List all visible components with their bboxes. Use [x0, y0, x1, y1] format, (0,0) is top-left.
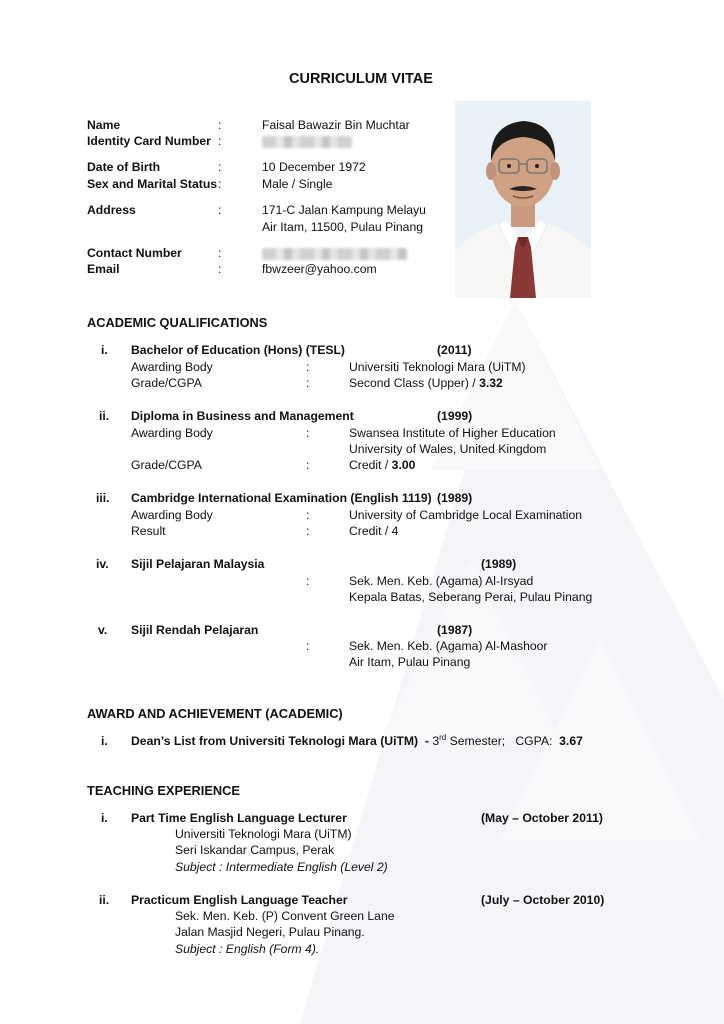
sex-marital-colon: :	[218, 177, 222, 191]
employer-name: Sek. Men. Keb. (P) Convent Green Lane	[175, 909, 395, 923]
school-location: Air Itam, Pulau Pinang	[349, 655, 471, 669]
dob-colon: :	[218, 160, 222, 174]
sex-marital-label: Sex and Marital Status	[87, 177, 218, 191]
qualification-year: (1989)	[437, 491, 473, 505]
awards-heading: AWARD AND ACHIEVEMENT (ACADEMIC)	[87, 706, 343, 721]
colon: :	[306, 360, 310, 374]
qualification-year: (2011)	[437, 343, 472, 357]
experience-title: Practicum English Language Teacher	[131, 893, 348, 907]
name-colon: :	[218, 118, 222, 132]
qualification-number: iv.	[96, 557, 109, 571]
result-label: Result	[131, 524, 166, 538]
academic-heading: ACADEMIC QUALIFICATIONS	[87, 315, 268, 330]
awarding-body-value: Universiti Teknologi Mara (UiTM)	[349, 360, 526, 374]
sex-marital-value: Male / Single	[262, 177, 333, 191]
redacted-contact-number	[262, 248, 408, 260]
awarding-body-label: Awarding Body	[131, 508, 213, 522]
redacted-ic-number	[262, 136, 352, 148]
qualification-number: i.	[101, 343, 108, 357]
qualification-year: (1999)	[437, 409, 473, 423]
contact-label: Contact Number	[87, 246, 182, 260]
subject-taught: Subject : English (Form 4).	[175, 942, 320, 956]
awarding-body-label: Awarding Body	[131, 426, 213, 440]
grade-value: Second Class (Upper) / 3.32	[349, 376, 503, 390]
qualification-title: Bachelor of Education (Hons) (TESL)	[131, 343, 345, 357]
qualification-title: Sijil Rendah Pelajaran	[131, 623, 259, 637]
email-value: fbwzeer@yahoo.com	[262, 262, 377, 276]
experience-number: i.	[101, 811, 108, 825]
awarding-body-value-line-2: University of Wales, United Kingdom	[349, 442, 547, 456]
grade-label: Grade/CGPA	[131, 376, 202, 390]
colon: :	[306, 574, 310, 588]
awarding-body-label: Awarding Body	[131, 360, 213, 374]
employer-location: Jalan Masjid Negeri, Pulau Pinang.	[175, 925, 365, 939]
employer-location: Seri Iskandar Campus, Perak	[175, 843, 335, 857]
ic-colon: :	[218, 134, 222, 148]
qualification-title: Sijil Pelajaran Malaysia	[131, 557, 265, 571]
awarding-body-value: Swansea Institute of Higher Education	[349, 426, 556, 440]
colon: :	[306, 426, 310, 440]
result-value: Credit / 4	[349, 524, 399, 538]
colon: :	[306, 376, 310, 390]
school-name: Sek. Men. Keb. (Agama) Al-Irsyad	[349, 574, 534, 588]
subject-taught: Subject : Intermediate English (Level 2)	[175, 860, 388, 874]
colon: :	[306, 458, 310, 472]
school-name: Sek. Men. Keb. (Agama) Al-Mashoor	[349, 639, 548, 653]
qualification-year: (1989)	[481, 557, 517, 571]
email-colon: :	[218, 262, 222, 276]
qualification-year: (1987)	[437, 623, 473, 637]
experience-period: (May – October 2011)	[481, 811, 603, 825]
address-line-2: Air Itam, 11500, Pulau Pinang	[262, 220, 424, 234]
award-number: i.	[101, 734, 108, 748]
qualification-title: Diploma in Business and Management	[131, 409, 354, 423]
qualification-number: ii.	[99, 409, 110, 423]
qualification-number: iii.	[96, 491, 110, 505]
contact-colon: :	[218, 246, 222, 260]
experience-title: Part Time English Language Lecturer	[131, 811, 347, 825]
dob-value: 10 December 1972	[262, 160, 366, 174]
school-location: Kepala Batas, Seberang Perai, Pulau Pinang	[349, 590, 593, 604]
colon: :	[306, 508, 310, 522]
employer-name: Universiti Teknologi Mara (UiTM)	[175, 827, 352, 841]
colon: :	[306, 524, 310, 538]
address-line-1: 171-C Jalan Kampung Melayu	[262, 203, 426, 217]
qualification-title: Cambridge International Examination (English 1119)	[131, 491, 432, 505]
address-colon: :	[218, 203, 222, 217]
email-label: Email	[87, 262, 120, 276]
ic-label: Identity Card Number	[87, 134, 211, 148]
page-title: CURRICULUM VITAE	[289, 71, 433, 87]
teaching-heading: TEACHING EXPERIENCE	[87, 783, 240, 798]
awarding-body-value: University of Cambridge Local Examination	[349, 508, 583, 522]
dob-label: Date of Birth	[87, 160, 161, 174]
profile-photo	[455, 101, 591, 298]
grade-value: Credit / 3.00	[349, 458, 416, 472]
address-label: Address	[87, 203, 136, 217]
award-entry: Dean’s List from Universiti Teknologi Mara (UiTM) - 3rd Semester; CGPA: 3.67	[131, 732, 583, 748]
name-value: Faisal Bawazir Bin Muchtar	[262, 118, 410, 132]
colon: :	[306, 639, 310, 653]
qualification-number: v.	[98, 623, 108, 637]
experience-number: ii.	[99, 893, 110, 907]
name-label: Name	[87, 118, 121, 132]
grade-label: Grade/CGPA	[131, 458, 202, 472]
experience-period: (July – October 2010)	[481, 893, 605, 907]
